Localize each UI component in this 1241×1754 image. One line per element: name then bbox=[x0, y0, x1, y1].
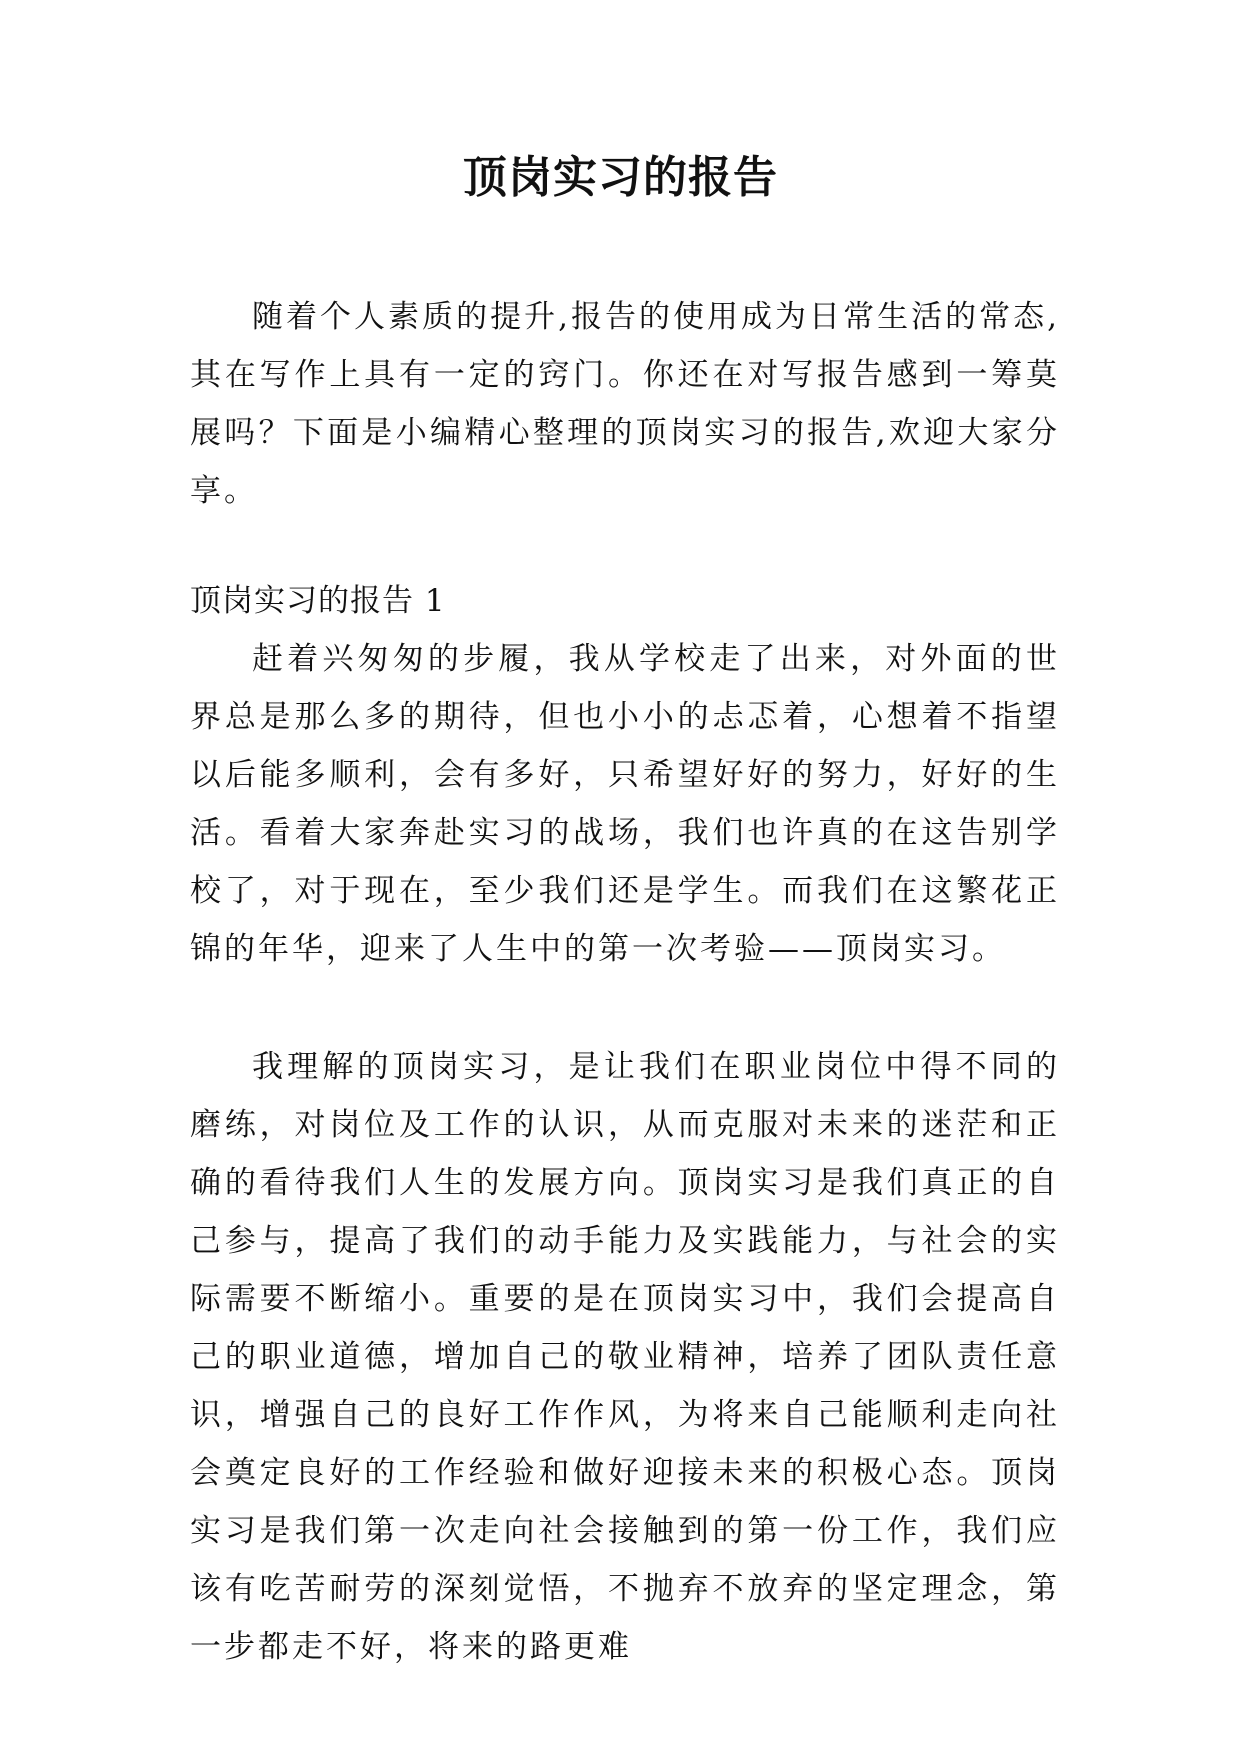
spacer bbox=[190, 520, 1060, 572]
intro-paragraph: 随着个人素质的提升,报告的使用成为日常生活的常态,其在写作上具有一定的窍门。你还在对写报告感到一筹莫展吗？下面是小编精心整理的顶岗实习的报告,欢迎大家分享。 bbox=[190, 299, 1060, 509]
page-title: 顶岗实习的报告 bbox=[463, 152, 778, 203]
spacer bbox=[190, 978, 1060, 1038]
document-body bbox=[190, 288, 1060, 1676]
body-paragraph: 我理解的顶岗实习，是让我们在职业岗位中得不同的磨练，对岗位及工作的认识，从而克服对未来的迷茫和正确的看待我们人生的发展方向。顶岗实习是我们真正的自己参与，提高了我们的动手能力及实践能力，与社会的实际需要不断缩小。重要的是在顶岗实习中，我们会提高自己的职业道德，增加自己的敬业精神，培养了团队责任意识，增强自己的良好工作作风，为将来自己能顺利走向社会奠定良好的工作经验和做好迎接未来的积极心态。顶岗实习是我们第一次走向社会接触到的第一份工作，我们应该有吃苦耐劳的深刻觉悟，不抛弃不放弃的坚定理念，第一步都走不好，将来的路更难 bbox=[190, 1049, 1060, 1665]
section-heading: 顶岗实习的报告 1 bbox=[190, 583, 446, 619]
body-paragraph: 赶着兴匆匆的步履，我从学校走了出来，对外面的世界总是那么多的期待，但也小小的忐忑着，心想着不指望以后能多顺利，会有多好，只希望好好的努力，好好的生活。看着大家奔赴实习的战场，我们也许真的在这告别学校了，对于现在，至少我们还是学生。而我们在这繁花正锦的年华，迎来了人生中的第一次考验——顶岗实习。 bbox=[190, 641, 1060, 967]
